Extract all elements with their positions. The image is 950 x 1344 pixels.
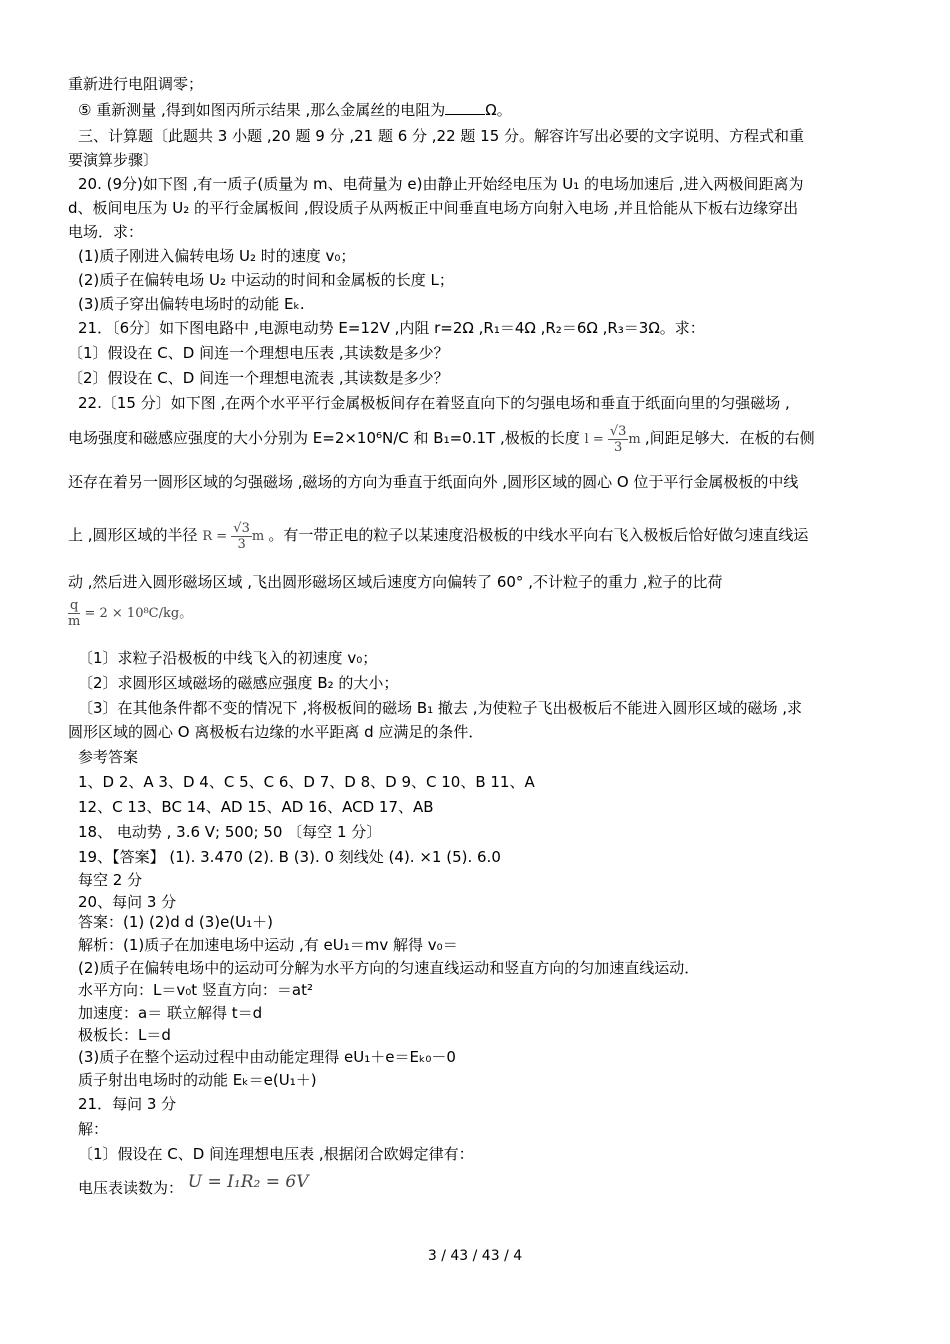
solution-line xyxy=(78,1172,898,1199)
fraction-denominator: 3 xyxy=(614,440,623,455)
question-21-stem: 21．〔6分〕如下图电路中 ,电源电动势 E=12V ,内阻 r=2Ω ,R₁＝4Ω ,R₂＝6Ω ,R₃＝3Ω。求： xyxy=(78,319,705,337)
sub-question: (1)质子刚进入偏转电场 U₂ 时的速度 v₀； xyxy=(78,247,356,265)
solution-line: (3)质子在整个运动过程中由动能定理得 eU₁＋e＝Eₖ₀－0 xyxy=(78,1048,456,1066)
text-line: 重新进行电阻调零； xyxy=(68,75,204,93)
formula-lhs: l = xyxy=(584,432,604,447)
question-text: ⑤ 重新测量 ,得到如图丙所示结果 ,那么金属丝的电阻为 xyxy=(78,101,446,119)
answer-key: 19、【答案】 (1). 3.470 (2). B (3). 0 刻线处 (4). ×1 (5). 6.0 xyxy=(78,848,501,866)
sub-question: 〔2〕假设在 C、D 间连一个理想电流表 ,其读数是多少？ xyxy=(68,369,449,387)
formula-unit: m xyxy=(251,529,265,544)
fraction-denominator: 3 xyxy=(237,537,246,552)
solution-line: 加速度：a＝ 联立解得 t＝d xyxy=(78,1004,263,1022)
page-footer: 3 / 43 / 43 / 4 xyxy=(427,1248,523,1264)
sub-question: 〔2〕求圆形区域磁场的磁感应强度 B₂ 的大小； xyxy=(78,674,399,692)
solution-line: 质子射出电场时的动能 Eₖ＝e(U₁＋) xyxy=(78,1071,317,1089)
sub-question: 〔3〕在其他条件都不变的情况下 ,将极板间的磁场 B₁ 撤去 ,为使粒子飞出极板后不能进入圆形区域的磁场 ,求 xyxy=(78,699,802,717)
section-heading: 三、计算题〔此题共 3 小题 ,20 题 9 分 ,21 题 6 分 ,22 题 15 分。解容许写出必要的文字说明、方程式和重 xyxy=(78,127,805,145)
text-line: 还存在着另一圆形区域的匀强磁场 ,磁场的方向为垂直于纸面向外 ,圆形区域的圆心 O 位于平行金属极板的中线 xyxy=(68,473,799,491)
solution-line: 〔1〕假设在 C、D 间连理想电压表 ,根据闭合欧姆定律有： xyxy=(78,1145,474,1163)
sub-question: (2)质子在偏转电场 U₂ 中运动的时间和金属板的长度 L； xyxy=(78,271,454,289)
solution-line: 极板长：L＝d xyxy=(78,1026,171,1044)
formula-rhs: = 2 × 10⁸C/kg。 xyxy=(84,606,193,621)
answer-note: 21．每问 3 分 xyxy=(78,1095,177,1113)
sub-question: 〔1〕求粒子沿极板的中线飞入的初速度 v₀； xyxy=(78,649,378,667)
solution-line: (2)质子在偏转电场中的运动可分解为水平方向的匀速直线运动和竖直方向的匀加速直线运动． xyxy=(78,959,700,977)
answer-heading: 参考答案 xyxy=(78,748,139,766)
voltage-formula: U = I₁R₂ = 6V xyxy=(187,1172,309,1192)
charge-ratio-formula xyxy=(68,598,193,629)
solution-line: 答案：(1) (2)d d (3)e(U₁＋) xyxy=(78,913,274,931)
fraction-numerator: √3 xyxy=(233,521,250,536)
text-line xyxy=(78,100,898,121)
fraction xyxy=(231,521,252,552)
text-line: 电场．求： xyxy=(68,223,144,241)
question-22-stem: 22.〔15 分〕如下图 ,在两个水平平行金属极板间存在着竖直向下的匀强电场和垂直于纸面向里的匀强磁场 , xyxy=(78,394,790,412)
text-segment: 上 ,圆形区域的半径 xyxy=(68,526,198,544)
answer-key: 18、 电动势 , 3.6 V; 500; 50 〔每空 1 分〕 xyxy=(78,823,382,841)
fraction-numerator: √3 xyxy=(609,424,627,439)
text-segment: 。有一带正电的粒子以某速度沿极板的中线水平向右飞入极板后恰好做匀速直线运 xyxy=(268,526,809,544)
answer-blank xyxy=(445,100,485,115)
sub-question: (3)质子穿出偏转电场时的动能 Eₖ. xyxy=(78,295,305,313)
fraction-denominator: m xyxy=(68,614,81,629)
text-line: 要演算步骤〕 xyxy=(68,151,159,169)
answer-note: 20、每问 3 分 xyxy=(78,893,177,911)
text-line: 圆形区域的圆心 O 离极板右边缘的水平距离 d 应满足的条件． xyxy=(68,723,484,741)
sub-question: 〔1〕假设在 C、D 间连一个理想电压表 ,其读数是多少？ xyxy=(68,344,449,362)
answer-key: 12、C 13、BC 14、AD 15、AD 16、ACD 17、AB xyxy=(78,798,434,816)
text-segment: ,间距足够大．在板的右侧 xyxy=(644,429,815,447)
text-line xyxy=(68,424,888,455)
charge-ratio-line xyxy=(68,598,888,629)
formula-lhs: R = xyxy=(202,529,228,544)
solution-line: 水平方向：L＝v₀t 竖直方向：＝at² xyxy=(78,981,313,999)
radius-formula xyxy=(202,521,268,552)
text-line: 动 ,然后进入圆形磁场区域 ,飞出圆形磁场区域后速度方向偏转了 60° ,不计粒子的重力 ,粒子的比荷 xyxy=(68,573,723,591)
text-line: d、板间电压为 U₂ 的平行金属板间 ,假设质子从两板正中间垂直电场方向射入电场 ,并且恰能从下板右边缘穿出 xyxy=(68,199,799,217)
text-line xyxy=(68,521,888,552)
text-segment: 电场强度和磁感应强度的大小分别为 E=2×10⁶N/C 和 B₁=0.1T ,极板的长度 xyxy=(68,429,580,447)
length-formula xyxy=(584,424,645,455)
question-20-stem: 20. (9分)如下图 ,有一质子(质量为 m、电荷量为 e)由静止开始经电压为 U₁ 的电场加速后 ,进入两极间距离为 xyxy=(78,175,804,193)
answer-note: 每空 2 分 xyxy=(78,871,143,889)
formula-unit: m xyxy=(628,432,641,447)
answer-key: 1、D 2、A 3、D 4、C 5、C 6、D 7、D 8、D 9、C 10、B 11、A xyxy=(78,773,535,791)
unit-text: Ω。 xyxy=(485,101,512,119)
fraction xyxy=(608,424,629,455)
text-segment: 电压表读数为： xyxy=(78,1179,184,1197)
solution-line: 解： xyxy=(78,1120,109,1138)
solution-line: 解析：(1)质子在加速电场中运动 ,有 eU₁＝mv 解得 v₀＝ xyxy=(78,936,458,954)
fraction xyxy=(68,598,80,629)
fraction-numerator: q xyxy=(70,598,79,613)
